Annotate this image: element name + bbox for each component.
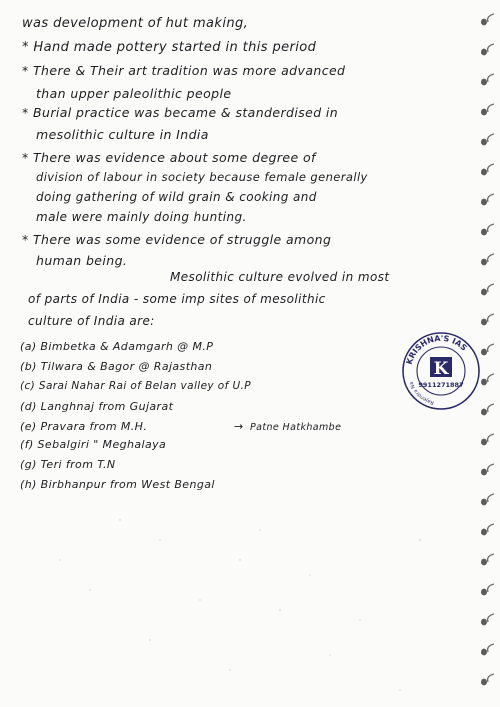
note-line-7: * There was evidence about some degree of [22,150,316,165]
note-line-8: division of labour in society because female generally [36,170,368,184]
note-line-6: mesolithic culture in India [36,127,209,142]
stamp-phone: 9911271887 [418,381,464,389]
site-item-e-arrow: → [234,420,244,433]
site-item-h: (h) Birbhanpur from West Bengal [20,478,215,491]
note-line-4: than upper paleolithic people [36,86,232,101]
note-line-2: * Hand made pottery started in this period [22,40,317,55]
note-line-3: * There & Their art tradition was more advanced [22,63,346,78]
stamp-side-text: Rajendra Na [408,380,435,406]
stamp-top-text: KRISHNA'S IAS [404,333,469,366]
note-line-5: * Burial practice was became & standerdised in [22,105,339,120]
note-line-9: doing gathering of wild grain & cooking and [36,190,317,204]
site-item-e-extra: Patne Hatkhambe [250,422,342,433]
site-item-d: (d) Langhnaj from Gujarat [20,400,174,413]
site-item-g: (g) Teri from T.N [20,458,116,471]
stamp-letter: K [433,359,449,379]
site-item-c: (c) Sarai Nahar Rai of Belan valley of U.P [20,380,251,392]
site-item-a: (a) Bimbetka & Adamgarh @ M.P [20,340,214,353]
site-item-f: (f) Sebalgiri " Meghalaya [20,438,167,451]
note-line-14: of parts of India - some imp sites of mesolithic [28,292,326,306]
site-item-b: (b) Tilwara & Bagor @ Rajasthan [20,360,213,373]
note-line-11: * There was some evidence of struggle among [22,232,332,247]
note-line-10: male were mainly doing hunting. [36,210,247,224]
site-item-e: (e) Pravara from M.H. [20,420,148,433]
note-line-15: culture of India are: [28,314,155,328]
spiral-binding [476,0,498,707]
note-line-1: was development of hut making, [22,16,249,31]
institute-stamp [400,330,482,412]
note-line-13: Mesolithic culture evolved in most [170,270,390,284]
note-line-12: human being. [36,253,128,268]
